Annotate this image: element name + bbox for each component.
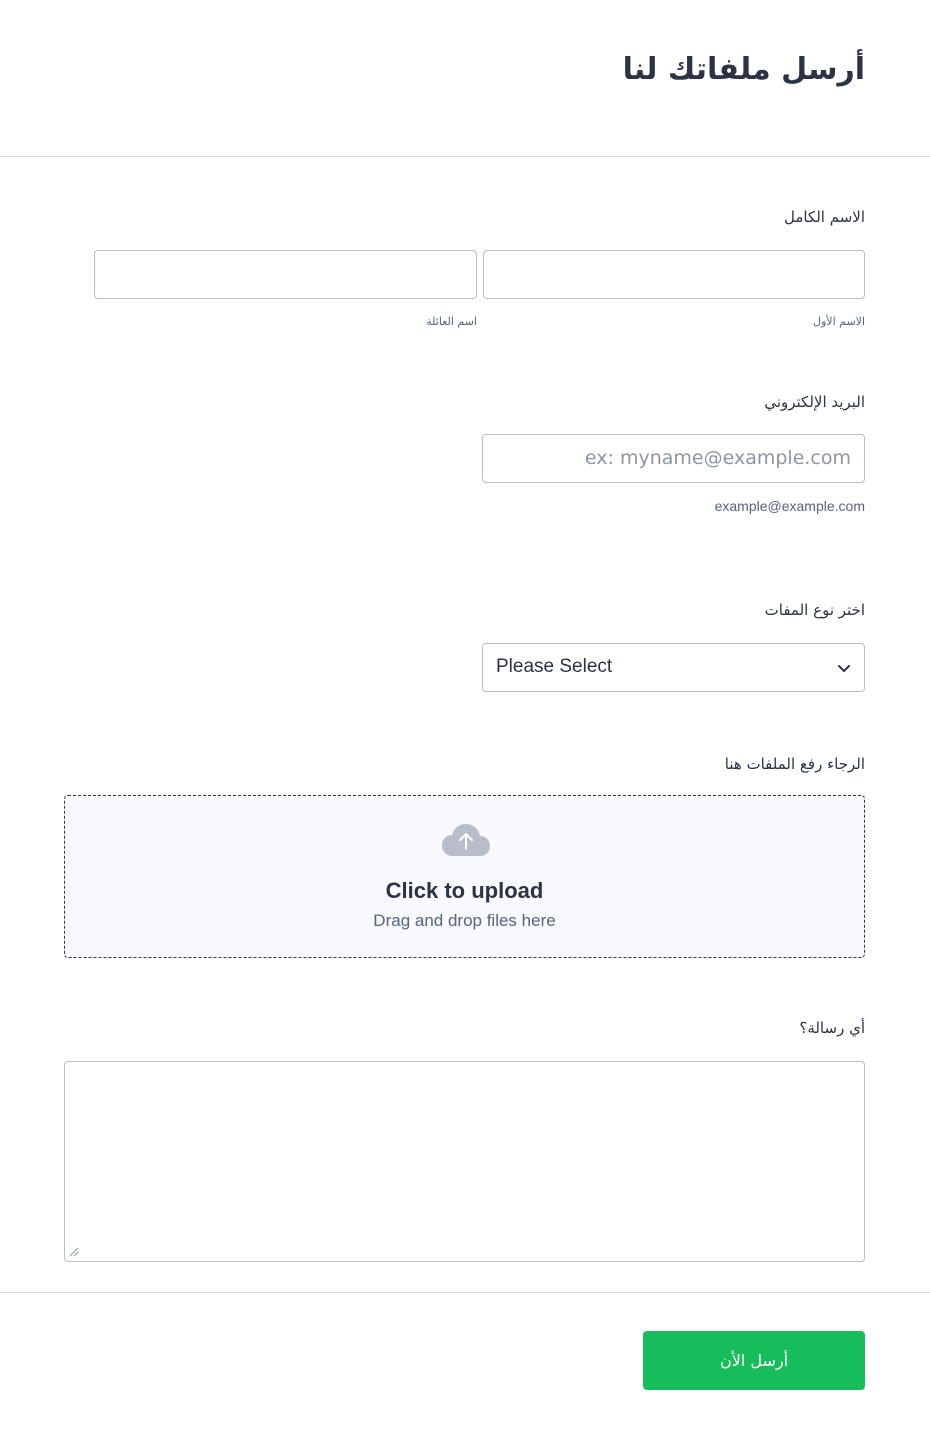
last-name-input[interactable] <box>94 250 477 299</box>
file-type-label: اختر نوع المفات <box>764 601 865 619</box>
file-dropzone[interactable] <box>64 795 865 958</box>
email-input[interactable]: ex: myname@example.com <box>482 434 865 483</box>
upload-title: Click to upload <box>385 878 544 903</box>
chevron-down-icon <box>836 660 852 676</box>
file-type-selected: Please Select <box>496 656 613 677</box>
submit-button[interactable]: أرسل الأن <box>643 1331 865 1390</box>
footer-divider <box>0 1292 930 1293</box>
email-label: البريد الإلكتروني <box>764 393 865 411</box>
email-sublabel: example@example.com <box>714 498 865 514</box>
page-title: أرسل ملفاتك لنا <box>622 52 865 87</box>
message-textarea[interactable] <box>64 1061 865 1262</box>
cloud-upload-icon <box>441 822 491 858</box>
last-name-sublabel: اسم العائلة <box>426 315 477 328</box>
form-header <box>0 0 930 157</box>
full-name-label: الاسم الكامل <box>783 208 865 226</box>
upload-label: الرجاء رفع الملفات هنا <box>724 755 865 773</box>
message-label: أي رسالة؟ <box>799 1019 865 1037</box>
resize-handle-icon[interactable] <box>69 1247 79 1257</box>
file-type-select[interactable] <box>482 643 865 692</box>
first-name-sublabel: الاسم الأول <box>813 315 865 328</box>
upload-subtitle: Drag and drop files here <box>373 911 556 930</box>
first-name-input[interactable] <box>483 250 865 299</box>
